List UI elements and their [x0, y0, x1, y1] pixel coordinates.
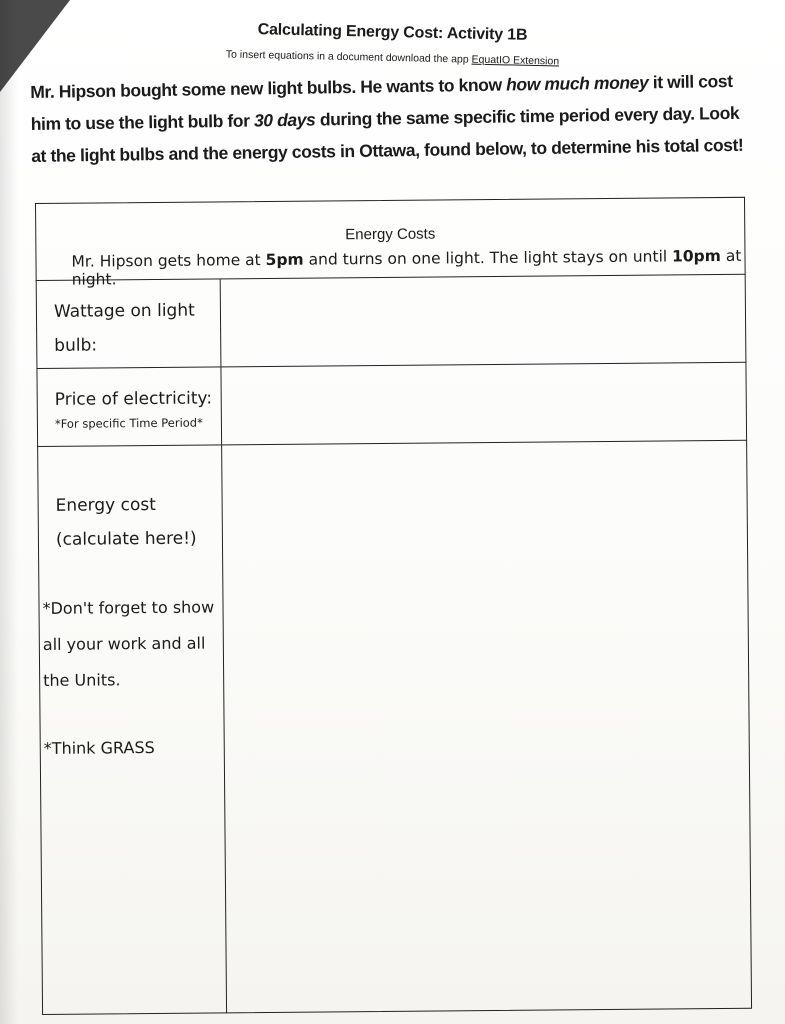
intro-emphasis-money: how much money — [506, 72, 649, 95]
scenario-end-time: 10pm — [671, 247, 721, 266]
grass-hint: *Think GRASS — [43, 737, 155, 758]
scenario-start-time: 5pm — [265, 250, 304, 269]
energy-label-cell — [37, 445, 227, 1015]
energy-cost-table — [35, 197, 752, 1015]
table-header — [35, 197, 746, 289]
wattage-label: Wattage on light bulb: — [53, 300, 195, 356]
energy-cost-work-area[interactable] — [222, 441, 752, 1014]
page-title: Calculating Energy Cost: Activity 1B — [257, 21, 528, 44]
equatio-extension-link[interactable]: EquatIO Extension — [471, 53, 560, 68]
scenario-text-e: at night. — [71, 246, 742, 289]
price-label-cell — [36, 367, 222, 446]
page-edge-shadow — [0, 0, 18, 1024]
intro-paragraph — [30, 65, 751, 172]
show-work-reminder: *Don't forget to show all your work and all the Units. — [42, 597, 215, 690]
intro-part-3: during the same specific time period every day. Look at the light bulbs and the energy costs in Ottawa, found below, to determine his total cost! — [31, 102, 744, 166]
price-answer-cell[interactable] — [221, 363, 747, 445]
row-wattage — [36, 275, 747, 369]
table-header-title: Energy Costs — [345, 225, 436, 244]
wattage-label-cell — [36, 279, 222, 368]
row-price — [36, 363, 747, 447]
subtitle-text: To insert equations in a document download the app — [225, 48, 472, 66]
scenario-text-c: and turns on one light. The light stays on until — [303, 247, 673, 269]
intro-part-1: Mr. Hipson bought some new light bulbs. He wants to know — [30, 74, 507, 102]
price-label: Price of electricity: — [54, 388, 213, 410]
intro-emphasis-days: 30 days — [253, 109, 316, 131]
row-energy-cost — [37, 441, 752, 1015]
wattage-answer-cell[interactable] — [221, 275, 747, 367]
intro-part-2: it will cost him to use the light bulb for — [30, 70, 733, 134]
scenario-text-a: Mr. Hipson gets home at — [71, 250, 266, 271]
price-note: *For specific Time Period* — [54, 415, 203, 431]
energy-cost-label: Energy cost (calculate here!) — [55, 494, 197, 550]
